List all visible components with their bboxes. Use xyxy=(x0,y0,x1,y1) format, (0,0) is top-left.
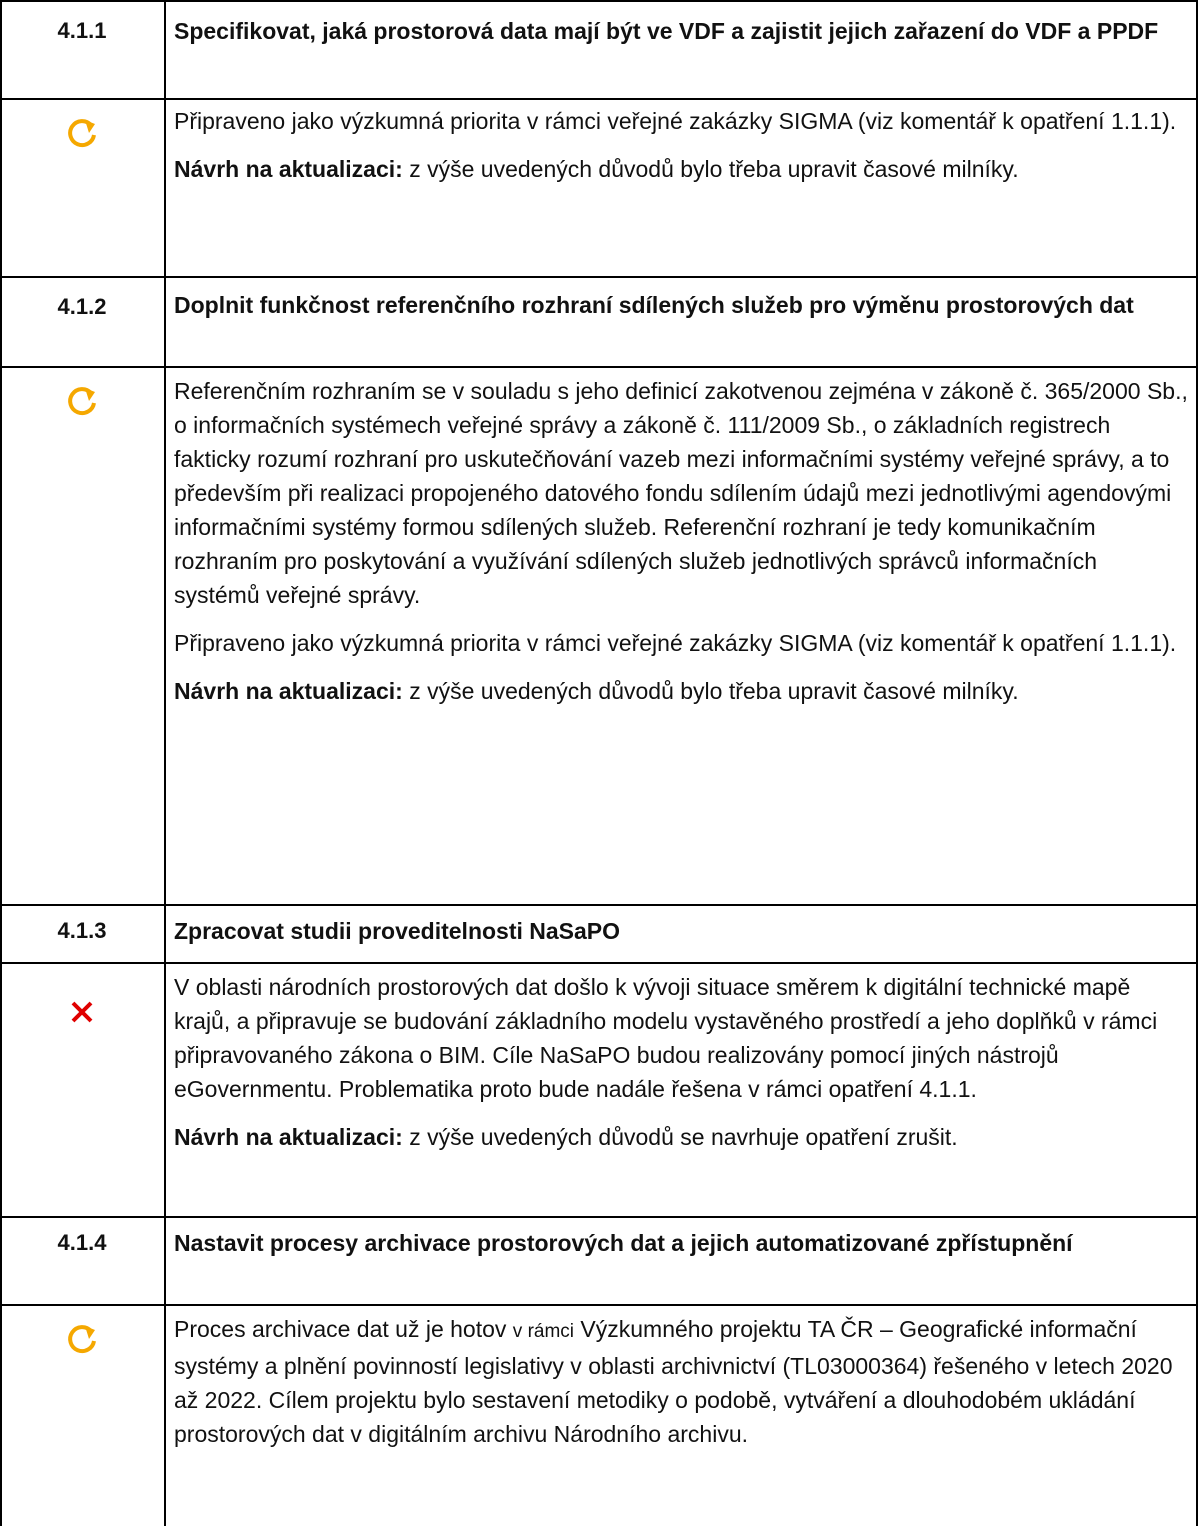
proposal-label: Návrh na aktualizaci: xyxy=(174,156,403,182)
table-column-divider xyxy=(164,0,166,1526)
table-border-left xyxy=(0,0,2,1526)
refresh-icon xyxy=(0,116,164,150)
comment-paragraph xyxy=(174,1312,1189,1451)
proposal-text: z výše uvedených důvodů bylo třeba upravit časové milníky. xyxy=(402,678,1019,704)
measure-comment xyxy=(174,970,1189,1168)
measure-comment xyxy=(174,104,1189,200)
measure-title: Doplnit funkčnost referenčního rozhraní sdílených služeb pro výměnu prostorových dat xyxy=(174,292,1134,318)
comment-text-small: v rámci xyxy=(512,1321,575,1342)
comment-text: Výzkumného projektu TA ČR – Geografické informační systémy a plnění povinností legislativy v oblasti archivnictví (TL03000364) řešeného v letech 2020 až 2022. Cílem projektu bylo sestavení metodiky o podobě, vytváření a dlouhodobém ukládání prostorových dat v digitálním archivu Národního archivu. xyxy=(174,1316,1173,1447)
update-proposal xyxy=(174,674,1189,708)
update-proposal xyxy=(174,1120,1189,1154)
measure-title: Nastavit procesy archivace prostorových dat a jejich automatizované zpřístupnění xyxy=(174,1230,1073,1256)
measure-number: 4.1.1 xyxy=(57,18,107,43)
comment-text: Proces archivace dat už je hotov xyxy=(174,1316,513,1342)
measure-comment xyxy=(174,374,1189,722)
row-divider xyxy=(0,0,1198,2)
refresh-icon xyxy=(0,384,164,418)
row-divider xyxy=(0,1304,1198,1306)
row-divider xyxy=(0,1216,1198,1218)
comment-paragraph: Připraveno jako výzkumná priorita v rámci veřejné zakázky SIGMA (viz komentář k opatření 1.1.1). xyxy=(174,108,1177,134)
measure-title: Zpracovat studii proveditelnosti NaSaPO xyxy=(174,918,621,944)
measure-comment xyxy=(174,1312,1189,1465)
row-divider xyxy=(0,904,1198,906)
row-divider xyxy=(0,276,1198,278)
proposal-label: Návrh na aktualizaci: xyxy=(174,1124,403,1150)
proposal-label: Návrh na aktualizaci: xyxy=(174,678,403,704)
measure-number: 4.1.3 xyxy=(57,918,107,943)
measure-number: 4.1.2 xyxy=(57,294,107,319)
row-divider xyxy=(0,98,1198,100)
proposal-text: z výše uvedených důvodů bylo třeba upravit časové milníky. xyxy=(402,156,1019,182)
measure-number: 4.1.4 xyxy=(57,1230,107,1255)
comment-paragraph: Referenčním rozhraním se v souladu s jeho definicí zakotvenou zejména v zákoně č. 365/2000 Sb., o informačních systémech veřejné správy a zákoně č. 111/2009 Sb., o základních registrech fakticky rozumí rozhraní pro uskutečňování vazeb mezi informačními systémy veřejné správy, a to především při realizaci propojeného datového fondu sdílením údajů mezi jednotlivými agendovými informačními systémy formou sdílených služeb. Referenční rozhraní je tedy komunikačním rozhraním pro poskytování a využívání sdílených služeb jednotlivých správců informačních systémů veřejné správy. xyxy=(174,378,1188,608)
comment-paragraph: Připraveno jako výzkumná priorita v rámci veřejné zakázky SIGMA (viz komentář k opatření 1.1.1). xyxy=(174,630,1177,656)
proposal-text: z výše uvedených důvodů se navrhuje opatření zrušit. xyxy=(402,1124,958,1150)
cross-icon xyxy=(0,1000,164,1024)
row-divider xyxy=(0,962,1198,964)
measure-title: Specifikovat, jaká prostorová data mají být ve VDF a zajistit jejich zařazení do VDF a PPDF xyxy=(174,18,1159,44)
comment-paragraph: V oblasti národních prostorových dat došlo k vývoji situace směrem k digitální technické mapě krajů, a připravuje se budování základního modelu vystavěného prostředí a jeho doplňků v rámci připravovaného zákona o BIM. Cíle NaSaPO budou realizovány pomocí jiných nástrojů eGovernmentu. Problematika proto bude nadále řešena v rámci opatření 4.1.1. xyxy=(174,974,1158,1102)
update-proposal xyxy=(174,152,1189,186)
row-divider xyxy=(0,366,1198,368)
refresh-icon xyxy=(0,1322,164,1356)
